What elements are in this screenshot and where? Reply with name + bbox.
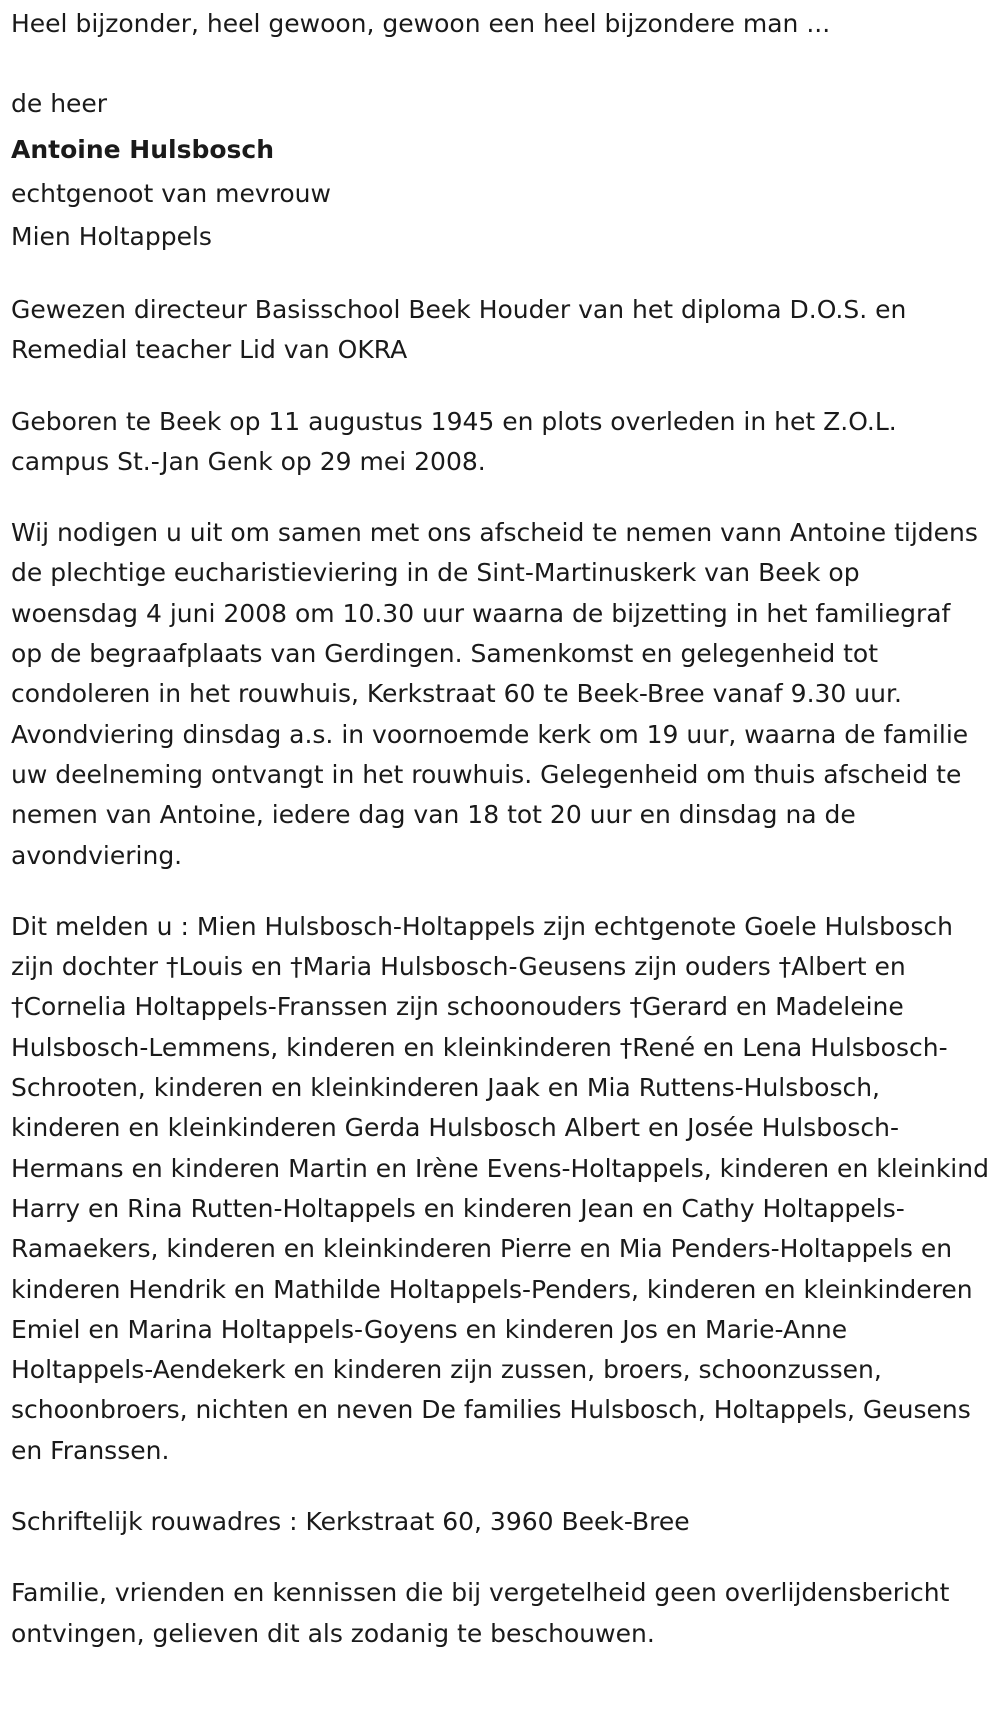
birth-death-paragraph: Geboren te Beek op 11 augustus 1945 en plots overleden in het Z.O.L. campus St.-Jan Genk op 29 mei 2008. [11,406,897,476]
invitation-paragraph: Wij nodigen u uit om samen met ons afscheid te nemen vann Antoine tijdens de plechtige eucharistieviering in de Sint-Martinuskerk van Beek op woensdag 4 juni 2008 om 10.30 uur waarna de bijzetting in het familiegraf op de begraafplaats van Gerdingen. Samenkomst en gelegenheid tot condoleren in het rouwhuis, Kerkstraat 60 te Beek-Bree vanaf 9.30 uur. Avondviering dinsdag a.s. in voornoemde kerk om 19 uur, waarna de familie uw deelneming ontvangt in het rouwhuis. Gelegenheid om thuis afscheid te nemen van Antoine, iedere dag van 18 tot 20 uur en dinsdag na de avondviering. [11,518,978,870]
address-line: Schriftelijk rouwadres : Kerkstraat 60, 3960 Beek-Bree [11,1507,690,1537]
deceased-name: Antoine Hulsbosch [11,135,275,164]
career-paragraph: Gewezen directeur Basisschool Beek Houder van het diploma D.O.S. en Remedial teacher Lid van OKRA [11,295,907,365]
salutation: de heer [11,89,108,118]
family-paragraph: Dit melden u : Mien Hulsbosch-Holtappels zijn echtgenote Goele Hulsbosch zijn dochter †Louis en †Maria Hulsbosch-Geusens zijn ouders †Albert en †Cornelia Holtappels-Franssen zijn schoonouders †Gerard en Madeleine Hulsbosch-Lemmens, kinderen en kleinkinderen †René en Lena Hulsbosch-Schrooten, kinderen en kleinkinderen Jaak en Mia Ruttens-Hulsbosch, kinderen en kleinkinderen Gerda Hulsbosch Albert en Josée Hulsbosch-Hermans en kinderen Martin en Irène Evens-Holtappels, kinderen en kleinkind Harry en Rina Rutten-Holtappels en kinderen Jean en Cathy Holtappels-Ramaekers, kinderen en kleinkinderen Pierre en Mia Penders-Holtappels en kinderen Hendrik en Mathilde Holtappels-Penders, kinderen en kleinkinderen Emiel en Marina Holtappels-Goyens en kinderen Jos en Marie-Anne Holtappels-Aendekerk en kinderen zijn zussen, broers, schoonzussen, schoonbroers, nichten en neven De families Hulsbosch, Holtappels, Geusens en Franssen. [11,911,989,1465]
intro-line: Heel bijzonder, heel gewoon, gewoon een heel bijzondere man ... [11,9,831,38]
spouse-prefix: echtgenoot van mevrouw [11,179,331,208]
spouse-name: Mien Holtappels [11,222,212,251]
closing-paragraph: Familie, vrienden en kennissen die bij vergetelheid geen overlijdensbericht ontvingen, gelieven dit als zodanig te beschouwen. [11,1578,950,1648]
